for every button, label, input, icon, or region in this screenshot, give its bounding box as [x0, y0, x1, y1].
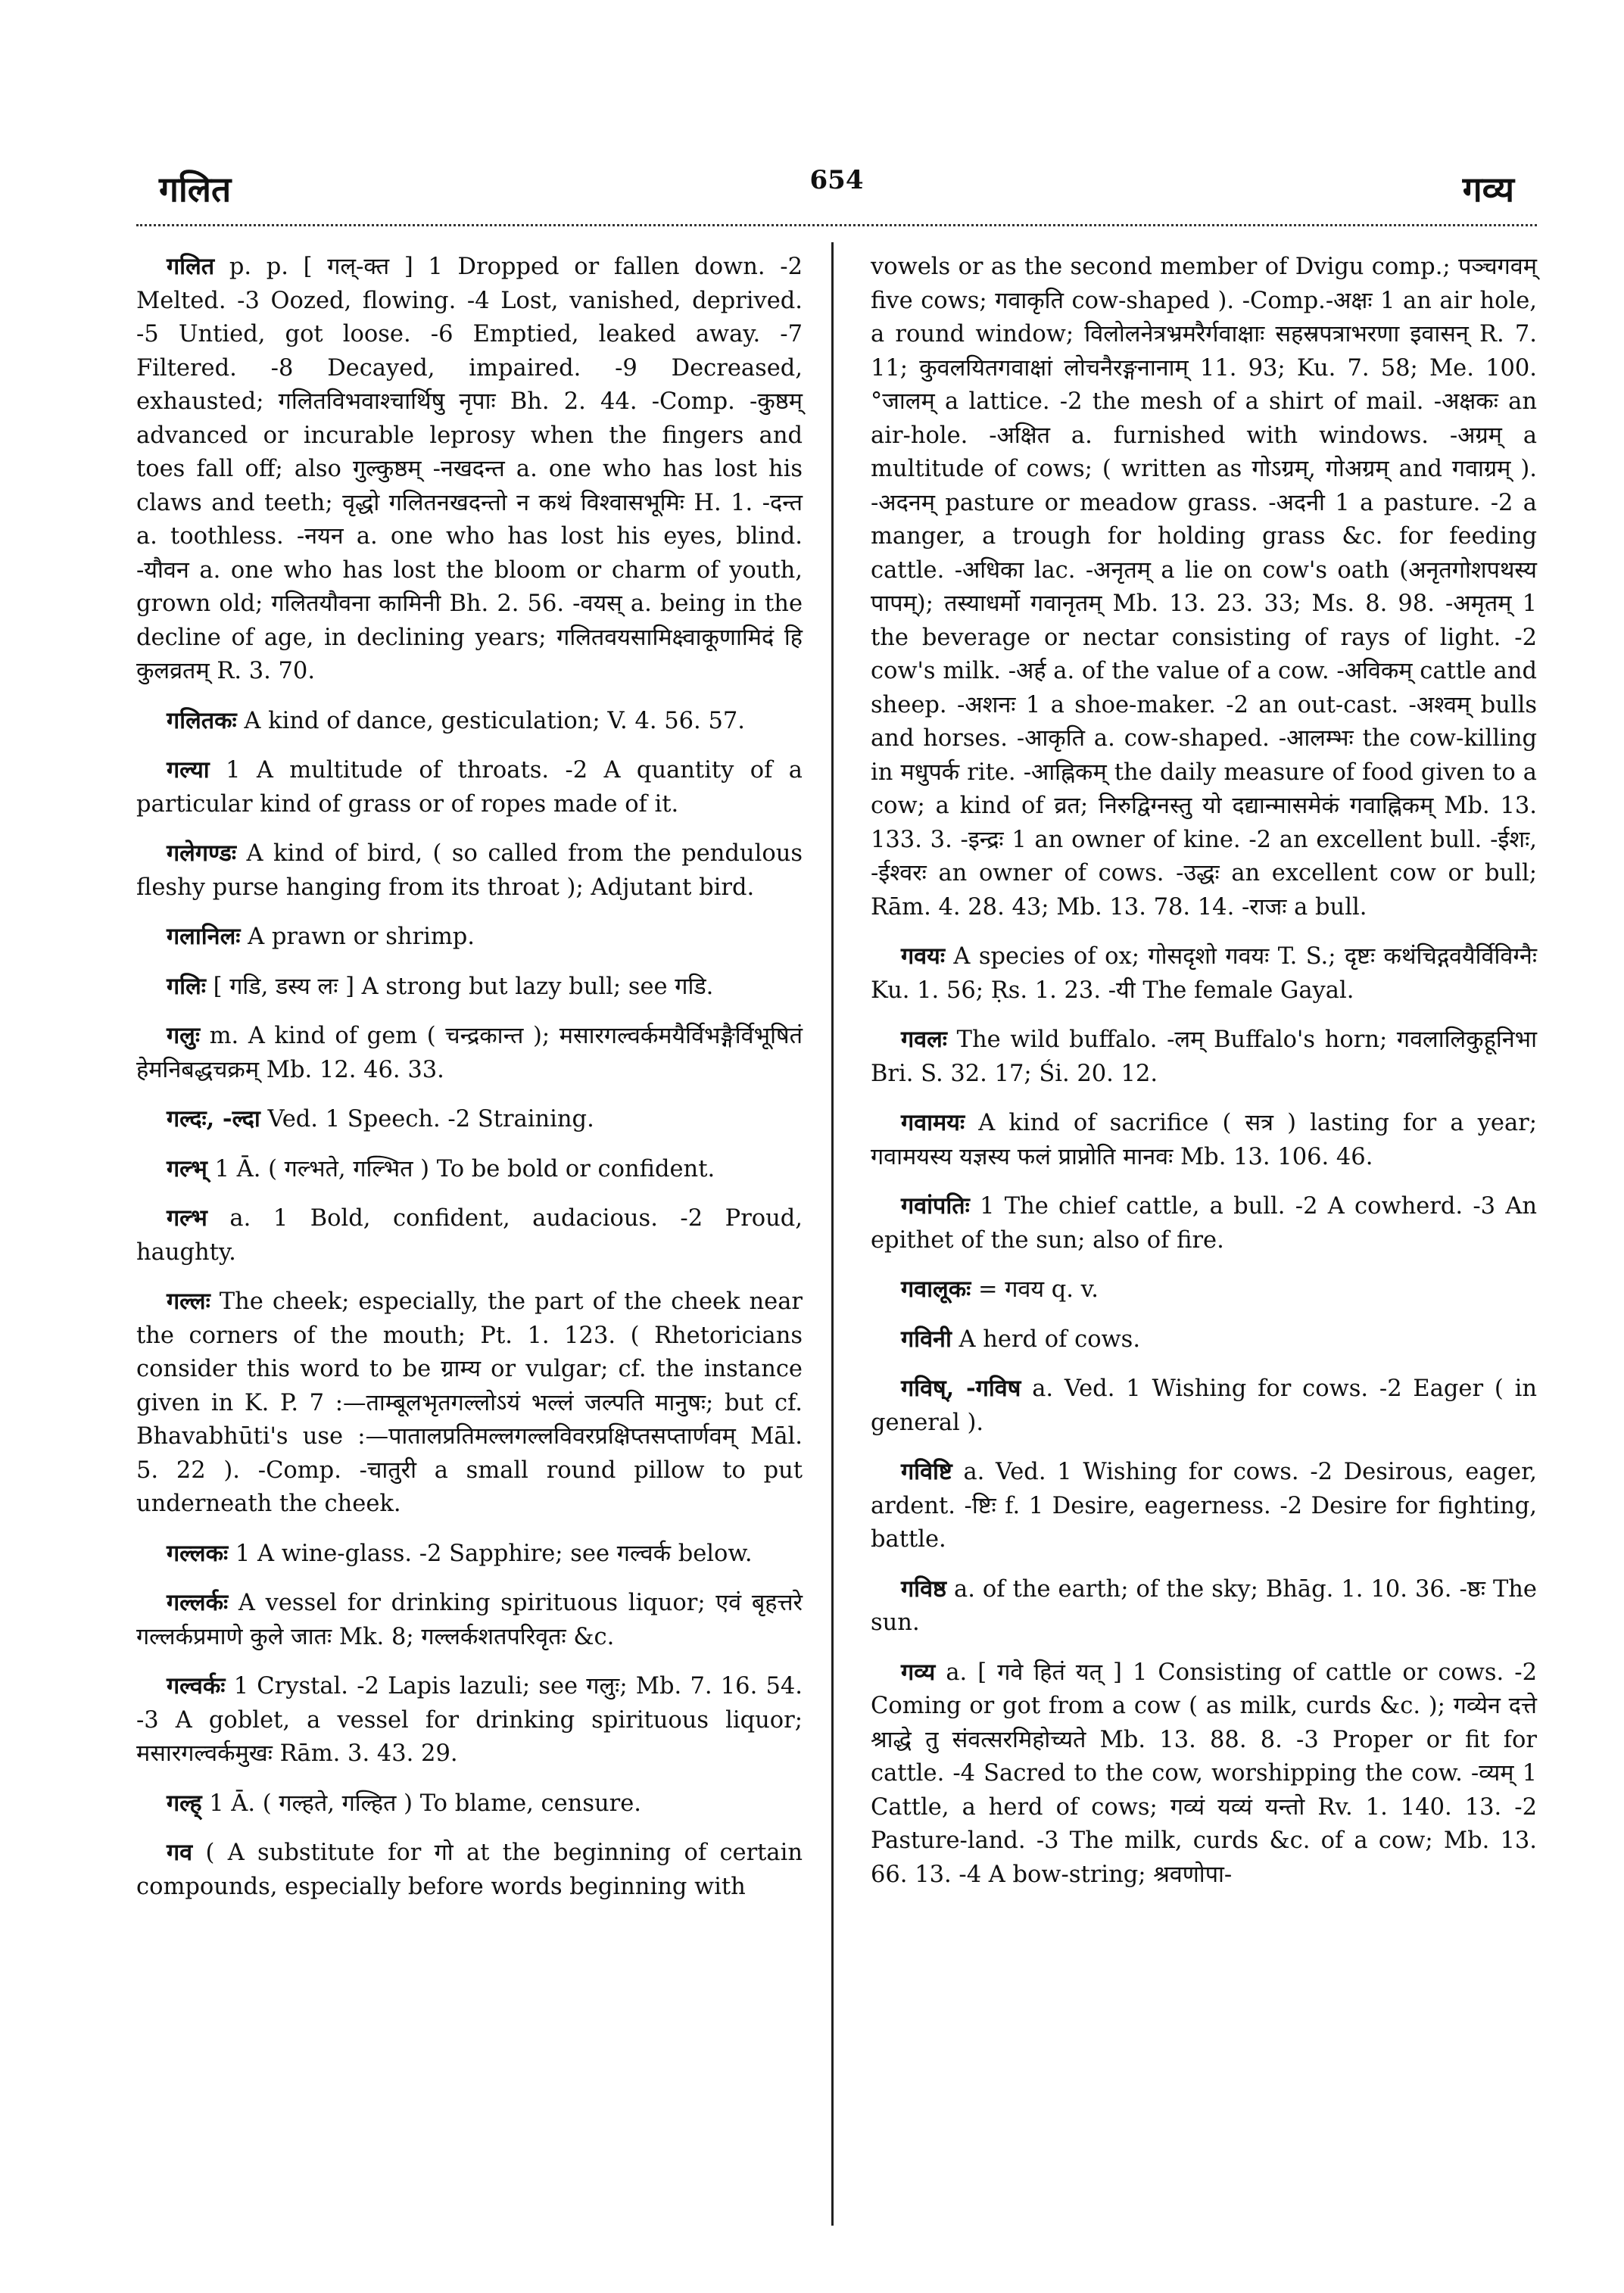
dictionary-entry [871, 1572, 1537, 1640]
dictionary-entry [136, 1201, 803, 1270]
entry-headword: गल्ह् [167, 1789, 202, 1817]
running-headword-right: गव्य [1462, 169, 1514, 210]
entry-text: p. p. [ गल्-क्त ] 1 Dropped or fallen down. -2 Melted. -3 Oozed, flowing. -4 Lost, vanished, deprived. -5 Untied, got loose. -6 Emptied, leaked away. -7 Filtered. -8 Decayed, impaired. -9 Decreased, exhausted; गलितविभवाश्चार्थिषु नृपाः Bh. 2. 44. -Comp. -कुष्ठम् advanced or incurable leprosy when the fingers and toes fall off; also गुल्कुष्ठम् -नखदन्त a. one who has lost his claws and teeth; वृद्धो गलितनखदन्तो न कथं विश्वासभूमिः H. 1. -दन्त a. toothless. -नयन a. one who has lost his eyes, blind. -यौवन a. one who has lost the bloom or charm of youth, grown old; गलितयौवना कामिनी Bh. 2. 56. -वयस् a. being in the decline of age, in declining years; गलितवयसामिक्ष्वाकूणामिदं हि कुलव्रतम् R. 3. 70. [136, 254, 803, 684]
entry-headword: गल्भ [167, 1204, 207, 1232]
entry-headword: गवयः [901, 942, 945, 970]
dictionary-entry [871, 1023, 1537, 1091]
dictionary-entry [871, 1273, 1537, 1307]
dictionary-entry [871, 1323, 1537, 1357]
entry-headword: गवलः [901, 1026, 947, 1053]
entry-headword: गल्लकः [167, 1539, 229, 1567]
entry-text: a. Ved. 1 Wishing for cows. -2 Desirous, eager, ardent. -ष्टिः f. 1 Desire, eagerness. -2 Desire for fighting, battle. [871, 1459, 1537, 1553]
entry-headword: गवामयः [901, 1109, 965, 1136]
page-number: 654 [809, 165, 864, 195]
entry-headword: गव्य [901, 1658, 936, 1686]
entry-text: m. A kind of gem ( चन्द्रकान्त ); मसारगल्वर्कमयैर्विभङ्गैर्विभूषितं हेमनिबद्धचक्रम् Mb. 12. 46. 33. [136, 1023, 803, 1083]
entry-text: A kind of dance, gesticulation; V. 4. 56. 57. [236, 707, 745, 734]
entry-headword: गलानिलः [167, 923, 241, 950]
entry-text: a. of the earth; of the sky; Bhāg. 1. 10. 36. -ष्ठः The sun. [871, 1575, 1537, 1636]
dictionary-entry [136, 837, 803, 905]
right-column [871, 250, 1537, 1907]
entry-headword: गलिः [167, 972, 206, 1000]
dictionary-entry [136, 704, 803, 739]
entry-text: 1 Ā. ( गल्हते, गल्हित ) To blame, censure. [201, 1790, 641, 1817]
entry-headword: गविष्टि [901, 1458, 952, 1485]
entry-text: A vessel for drinking spirituous liquor; एवं बृहत्तरे गल्लर्कप्रमाणे कुले जातः Mk. 8; गल्लर्कशतपरिवृतः &c. [136, 1590, 803, 1650]
dictionary-entry [136, 1285, 803, 1522]
entry-text: = गवय q. v. [971, 1276, 1099, 1303]
entry-text: 1 The chief cattle, a bull. -2 A cowherd. -3 An epithet of the sun; also of fire. [871, 1193, 1537, 1254]
dictionary-entry [871, 1189, 1537, 1257]
entry-headword: गलुः [167, 1022, 201, 1049]
entry-headword: गलितकः [167, 706, 237, 734]
dictionary-entry [871, 250, 1537, 924]
entry-headword: गल्लर्कः [167, 1589, 229, 1616]
dictionary-entry [136, 920, 803, 955]
entry-headword: गव [167, 1839, 193, 1866]
dictionary-entry [136, 1669, 803, 1771]
entry-headword: गल्दः, -ल्दा [167, 1105, 260, 1132]
entry-text: The wild buffalo. -लम् Buffalo's horn; गवलालिकुहूनिभा Bri. S. 32. 17; Śi. 20. 12. [871, 1027, 1537, 1087]
dictionary-entry [871, 939, 1537, 1008]
dictionary-entry [136, 970, 803, 1005]
entry-text: 1 A multitude of throats. -2 A quantity of a particular kind of grass or of ropes made of it. [136, 757, 803, 818]
left-column [136, 250, 803, 1919]
entry-headword: गल्भ् [167, 1154, 207, 1182]
entry-headword: गविनी [901, 1325, 952, 1353]
entry-headword: गल्लः [167, 1288, 210, 1315]
page-header [136, 151, 1537, 220]
entry-headword: गलित [167, 253, 215, 280]
entry-text: [ गडि, डस्य लः ] A strong but lazy bull; see गडि. [205, 973, 714, 1000]
entry-text: A herd of cows. [951, 1326, 1141, 1353]
column-divider [831, 242, 834, 2226]
entry-text: a. 1 Bold, confident, audacious. -2 Proud, haughty. [136, 1205, 803, 1266]
entry-text: A kind of sacrifice ( सत्र ) lasting for a year; गवामयस्य यज्ञस्य फलं प्राप्नोति मानवः Mb. 13. 106. 46. [871, 1110, 1537, 1170]
entry-headword: गलेगण्डः [167, 840, 236, 867]
entry-text: A kind of bird, ( so called from the pendulous fleshy purse hanging from its throat ); Adjutant bird. [136, 840, 803, 901]
dictionary-entry [136, 1836, 803, 1904]
entry-headword: गल्या [167, 756, 210, 784]
entry-headword: गविष्, -गविष [901, 1375, 1021, 1402]
dictionary-entry [136, 1102, 803, 1137]
entry-text: Ved. 1 Speech. -2 Straining. [260, 1106, 594, 1132]
dictionary-entry [136, 753, 803, 821]
entry-headword: गवांपतिः [901, 1192, 970, 1220]
dictionary-entry [136, 250, 803, 689]
dictionary-entry [871, 1656, 1537, 1893]
header-rule [136, 224, 1537, 226]
dictionary-entry [136, 1586, 803, 1654]
running-headword-left: गलित [159, 169, 232, 210]
dictionary-entry [871, 1106, 1537, 1174]
dictionary-entry [136, 1787, 803, 1821]
entry-text: A prawn or shrimp. [240, 924, 475, 950]
entry-text: ( A substitute for गो at the beginning of certain compounds, especially before words beginning with [136, 1840, 803, 1900]
entry-text: a. [ गवे हितं यत् ] 1 Consisting of cattle or cows. -2 Coming or got from a cow ( as milk, curds &c. ); गव्येन दत्ते श्राद्धे तु संवत्सरमिहोच्यते Mb. 13. 88. 8. -3 Proper or fit for cattle. -4 Sacred to the cow, worshipping the cow. -व्यम् 1 Cattle, a herd of cows; गव्यं यव्यं यन्तो Rv. 1. 140. 13. -2 Pasture-land. -3 The milk, curds &c. of a cow; Mb. 13. 66. 13. -4 A bow-string; श्रवणोपा- [871, 1659, 1537, 1888]
entry-headword: गवालूकः [901, 1276, 971, 1303]
entry-text: 1 Crystal. -2 Lapis lazuli; see गलुः; Mb. 7. 16. 54. -3 A goblet, a vessel for drinking spirituous liquor; मसारगल्वर्कमुखः Rām. 3. 43. 29. [136, 1673, 803, 1767]
entry-text: 1 A wine-glass. -2 Sapphire; see गल्वर्क below. [228, 1540, 753, 1567]
entry-text: vowels or as the second member of Dvigu comp.; पञ्चगवम् five cows; गवाकृति cow-shaped ). -Comp.-अक्षः 1 an air hole, a round window; विलोलनेत्रभ्रमरैर्गवाक्षाः सहस्रपत्राभरणा इवासन् R. 7. 11; कुवलयितगवाक्षां लोचनैरङ्गनानाम् 11. 93; Ku. 7. 58; Me. 100. °जालम् a lattice. -2 the mesh of a shirt of mail. -अक्षकः an air-hole. -अक्षित a. furnished with windows. -अग्रम् a multitude of cows; ( written as गोऽग्रम्, गोअग्रम् and गवाग्रम् ). -अदनम् pasture or meadow grass. -अदनी 1 a pasture. -2 a manger, a trough for holding grass &c. for feeding cattle. -अधिका lac. -अनृतम् a lie on cow's oath (अनृतगोशपथस्य पापम्); तस्याधर्मो गवानृतम् Mb. 13. 23. 33; Ms. 8. 98. -अमृतम् 1 the beverage or nectar consisting of rays of light. -2 cow's milk. -अर्ह a. of the value of a cow. -अविकम् cattle and sheep. -अशनः 1 a shoe-maker. -2 an out-cast. -अश्वम् bulls and horses. -आकृति a. cow-shaped. -आलम्भः the cow-killing in मधुपर्क rite. -आह्निकम् the daily measure of food given to a cow; a kind of व्रत; निरुद्विग्नस्तु यो दद्यान्मासमेकं गवाह्निकम् Mb. 13. 133. 3. -इन्द्रः 1 an owner of kine. -2 an excellent bull. -ईशः, -ईश्वरः an owner of cows. -उद्धः an excellent cow or bull; Rām. 4. 28. 43; Mb. 13. 78. 14. -राजः a bull. [871, 254, 1537, 921]
entry-text: 1 Ā. ( गल्भते, गल्भित ) To be bold or confident. [207, 1155, 715, 1182]
dictionary-entry [136, 1019, 803, 1087]
entry-headword: गल्वर्कः [167, 1672, 226, 1699]
dictionary-entry [871, 1455, 1537, 1557]
dictionary-entry [871, 1372, 1537, 1440]
entry-text: The cheek; especially, the part of the cheek near the corners of the mouth; Pt. 1. 123. ( Rhetoricians consider this word to be ग्राम्य or vulgar; cf. the instance given in K. P. 7 :—ताम्बूलभृतगल्लोऽयं भल्लं जल्पति मानुषः; but cf. Bhavabhūti's use :—पातालप्रतिमल्लगल्लविवरप्रक्षिप्तसप्तार्णवम् Māl. 5. 22 ). -Comp. -चातुरी a small round pillow to put underneath the cheek. [136, 1288, 803, 1517]
entry-text: a. Ved. 1 Wishing for cows. -2 Eager ( in general ). [871, 1375, 1537, 1436]
entry-text: A species of ox; गोसदृशो गवयः T. S.; दृष्टः कथंचिद्गवयैर्विविग्नैः Ku. 1. 56; Ṛs. 1. 23. -यी The female Gayal. [871, 943, 1537, 1004]
dictionary-entry [136, 1537, 803, 1572]
dictionary-entry [136, 1152, 803, 1187]
entry-headword: गविष्ठ [901, 1575, 946, 1603]
